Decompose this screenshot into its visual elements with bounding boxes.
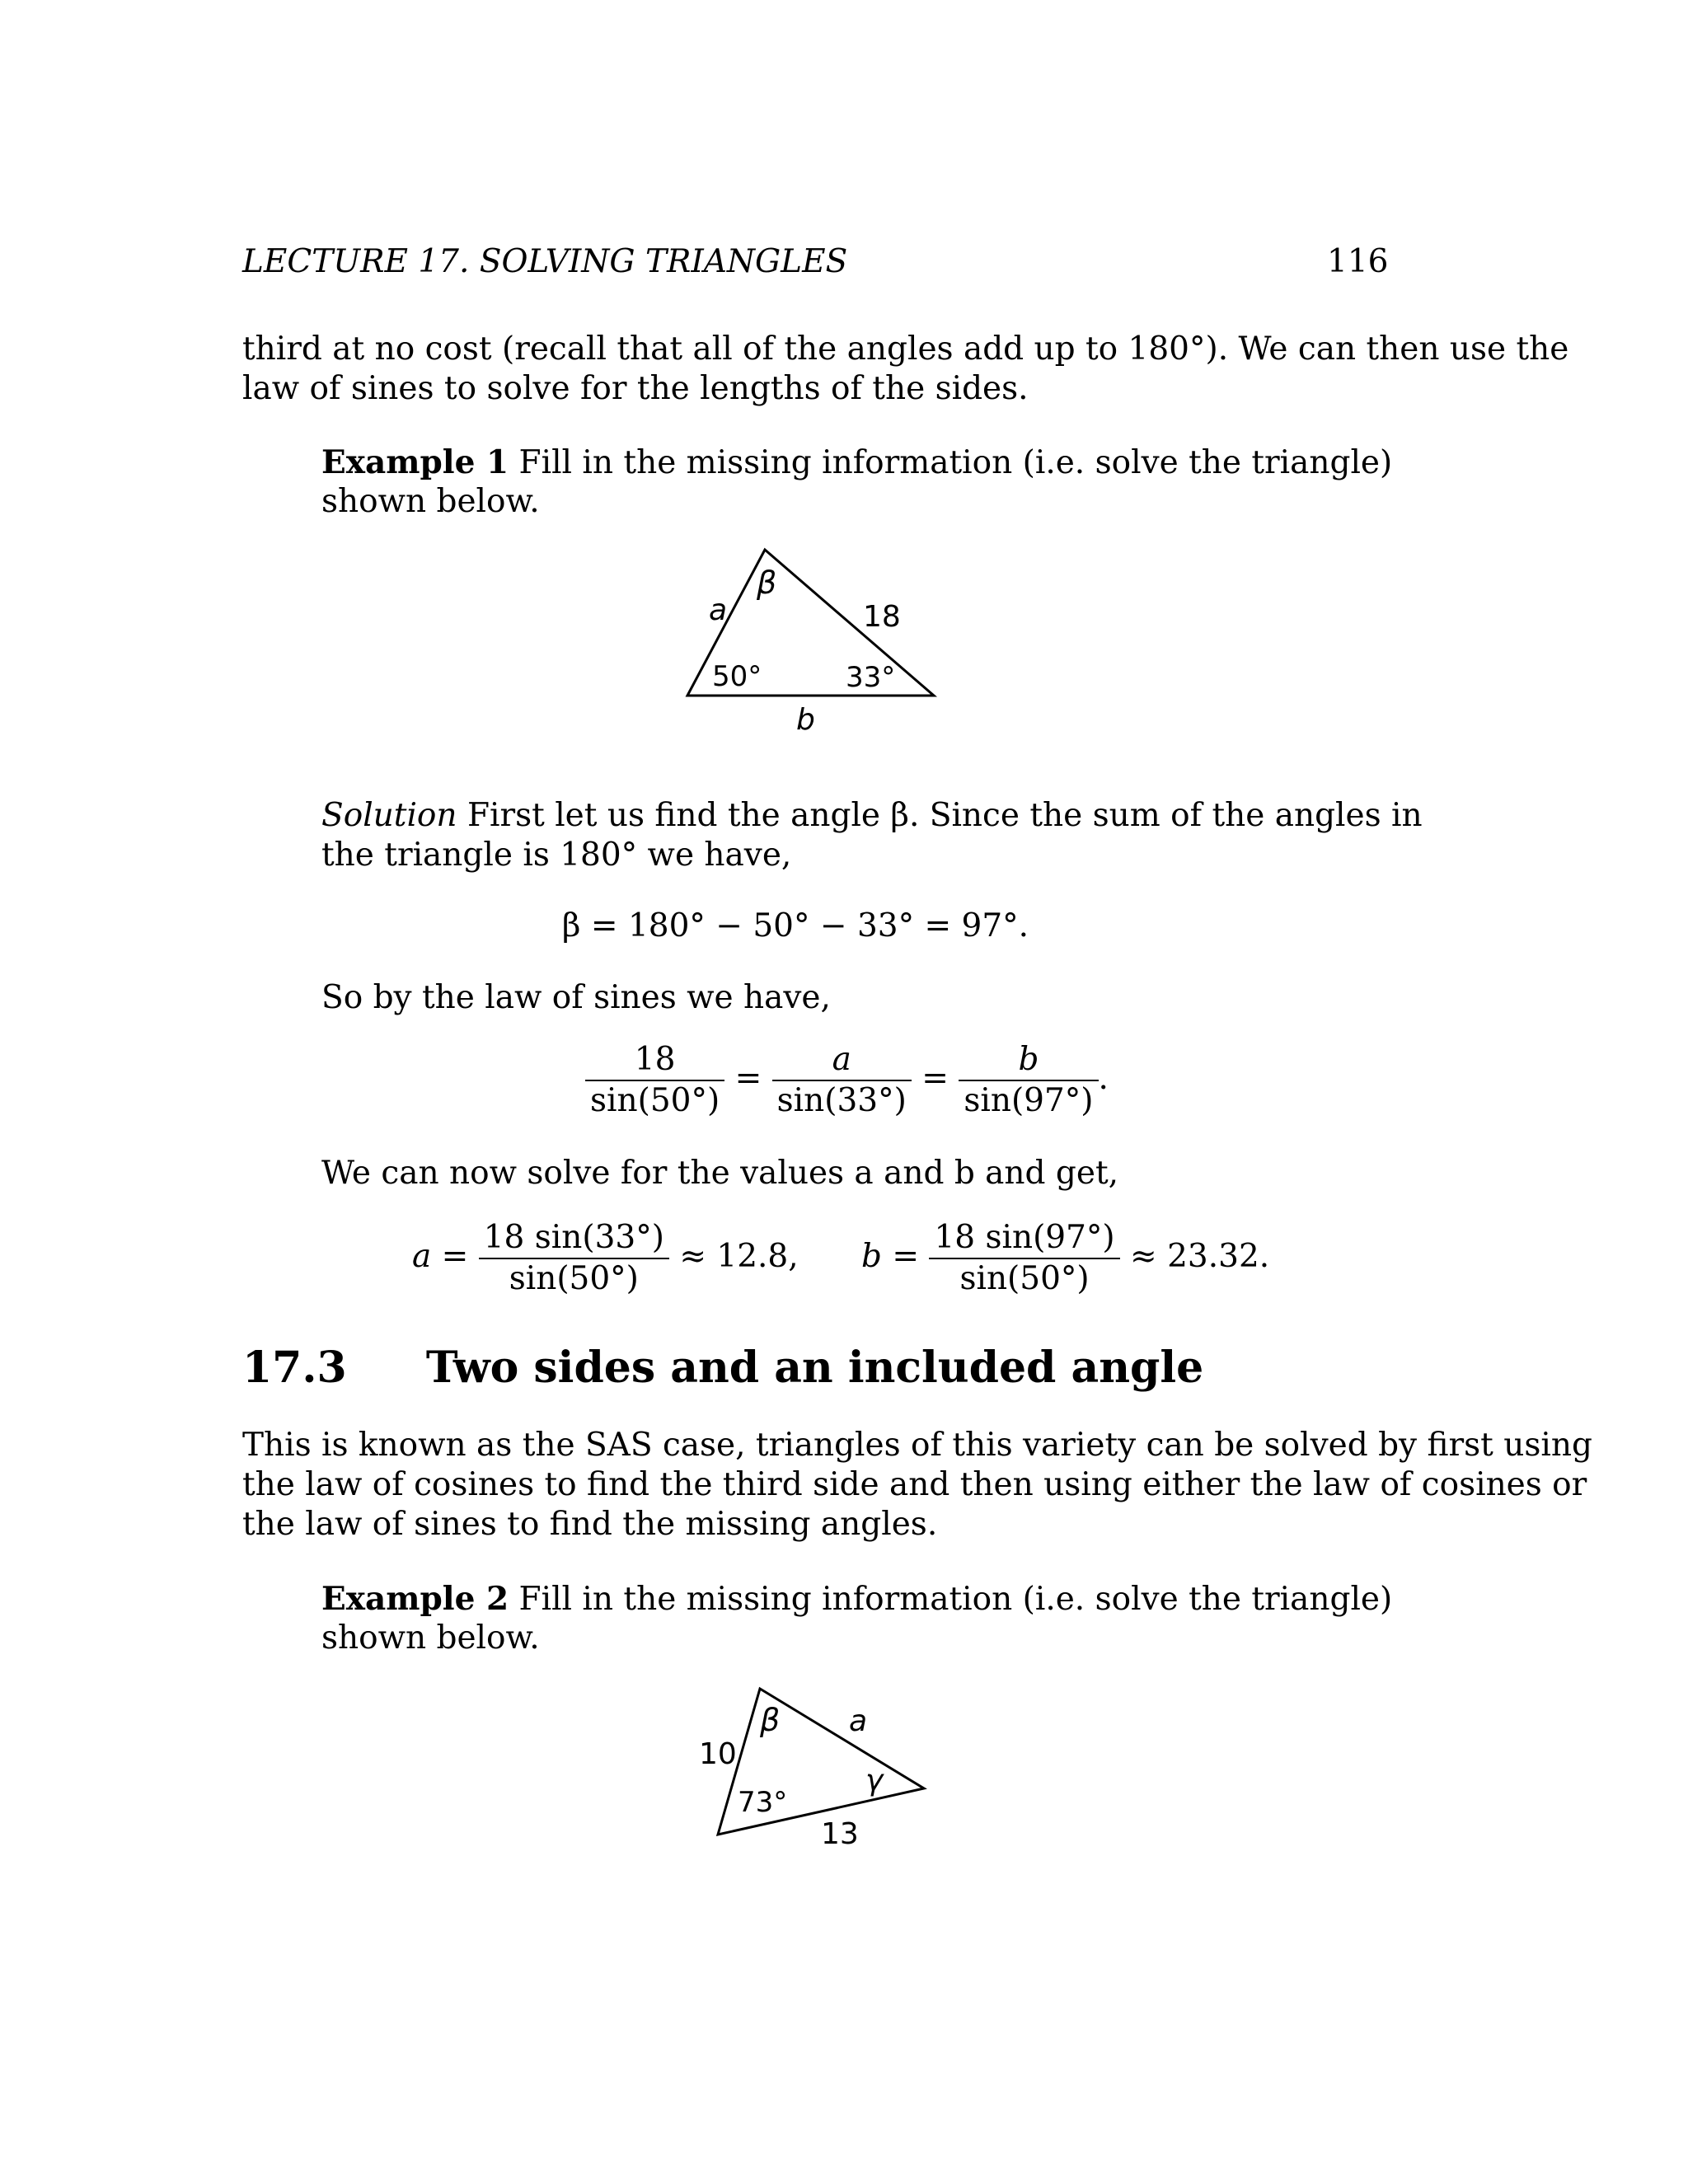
triangle-2-side-a: a — [849, 1704, 868, 1738]
section-para-line-3: the law of sines to find the missing angles. — [242, 1506, 938, 1543]
fraction-1 — [585, 1040, 724, 1121]
triangle-1-angle-33: 33° — [846, 661, 896, 694]
beta-equation: β = 180° − 50° − 33° = 97°. — [561, 907, 1029, 944]
triangle-2-angle-gamma: γ — [865, 1764, 884, 1797]
example-2-text: Fill in the missing information (i.e. solve the triangle) — [518, 1581, 1393, 1618]
solve-line: We can now solve for the values a and b and get, — [321, 1155, 1119, 1192]
fraction-2-numerator: a — [832, 1041, 851, 1078]
section-number: 17.3 — [242, 1343, 347, 1393]
law-of-sines-line: So by the law of sines we have, — [321, 979, 831, 1016]
equation-period: . — [1098, 1060, 1109, 1097]
triangle-1-side-b: b — [796, 703, 815, 737]
triangle-2-angle-73: 73° — [738, 1786, 788, 1819]
solution-label: Solution — [321, 797, 457, 834]
example-1-label: Example 1 — [321, 443, 509, 481]
example-1-text: Fill in the missing information (i.e. solve the triangle) — [518, 444, 1393, 481]
example-2-line-1 — [321, 1579, 1392, 1619]
result-b-value: ≈ 23.32. — [1130, 1238, 1270, 1275]
solution-line-2: the triangle is 180° we have, — [321, 837, 792, 874]
triangle-1-side-a: a — [709, 593, 728, 627]
page-number: 116 — [1327, 243, 1389, 280]
intro-line-1: third at no cost (recall that all of the angles add up to 180°). We can then use the — [242, 330, 1569, 368]
example-1-line-2: shown below. — [321, 483, 540, 520]
section-title: Two sides and an included angle — [425, 1343, 1204, 1393]
triangle-1-angle-beta: β — [757, 565, 777, 601]
result-b-numerator: 18 sin(97°) — [934, 1219, 1115, 1256]
triangle-2-angle-beta: β — [760, 1702, 781, 1738]
fraction-2-denominator: sin(33°) — [772, 1080, 912, 1121]
result-a-numerator: 18 sin(33°) — [483, 1219, 664, 1256]
result-b — [861, 1218, 1269, 1299]
result-b-lhs: b = — [861, 1238, 920, 1275]
result-a — [412, 1218, 799, 1299]
running-header-title: LECTURE 17. SOLVING TRIANGLES — [242, 243, 848, 280]
result-b-denominator: sin(50°) — [929, 1258, 1119, 1299]
triangle-2-side-10: 10 — [699, 1737, 737, 1771]
section-para-line-1: This is known as the SAS case, triangles of this variety can be solved by first using — [242, 1427, 1592, 1464]
result-a-fraction — [479, 1218, 669, 1299]
result-b-fraction — [929, 1218, 1119, 1299]
triangle-2-side-13: 13 — [821, 1817, 859, 1851]
fraction-2 — [772, 1040, 912, 1121]
section-heading — [242, 1342, 1203, 1394]
law-of-sines-equation — [585, 1040, 1109, 1121]
equals-sign-1: = — [734, 1060, 762, 1097]
section-para-line-2: the law of cosines to find the third side and then using either the law of cosines or — [242, 1466, 1587, 1503]
fraction-3-numerator: b — [1018, 1041, 1039, 1078]
solution-line-1 — [321, 796, 1423, 836]
fraction-1-denominator: sin(50°) — [585, 1080, 724, 1121]
result-a-lhs: a = — [412, 1238, 469, 1275]
example-2-label: Example 2 — [321, 1580, 509, 1618]
fraction-3-denominator: sin(97°) — [959, 1080, 1098, 1121]
fraction-1-numerator: 18 — [634, 1041, 676, 1078]
example-2-line-2: shown below. — [321, 1619, 540, 1657]
triangle-1-angle-50: 50° — [712, 660, 762, 693]
intro-line-2: law of sines to solve for the lengths of the sides. — [242, 370, 1029, 407]
fraction-3 — [959, 1040, 1098, 1121]
solution-text: First let us find the angle β. Since the sum of the angles in — [467, 797, 1423, 834]
result-a-value: ≈ 12.8, — [679, 1238, 799, 1275]
triangle-1-side-18: 18 — [863, 600, 901, 634]
equals-sign-2: = — [921, 1060, 949, 1097]
result-a-denominator: sin(50°) — [479, 1258, 669, 1299]
